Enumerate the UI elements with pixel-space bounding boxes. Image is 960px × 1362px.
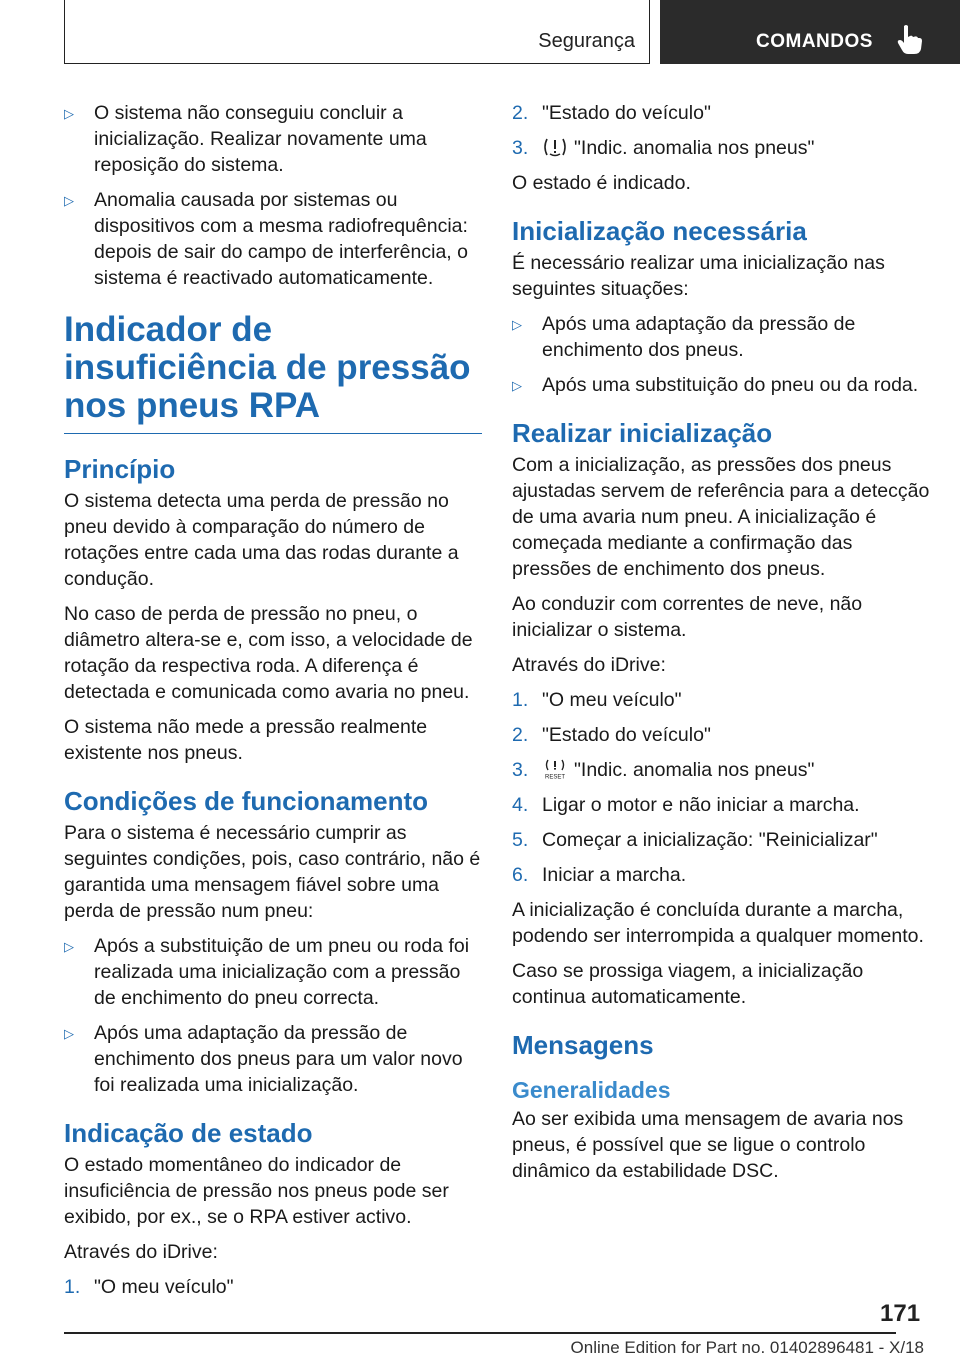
list-item: 6. Iniciar a marcha. (512, 864, 687, 886)
list-item: ▷ Após a substituição de um pneu ou roda foi realizada uma inicialização com a pressão de enchimento do pneu correcta. (64, 935, 470, 1009)
list-item: 2. "Estado do veículo" (512, 724, 711, 746)
step-number: 1. (512, 689, 529, 711)
triangle-bullet-icon: ▷ (64, 1026, 74, 1041)
step-number: 3. (512, 137, 529, 159)
pointing-hand-icon (896, 24, 922, 54)
step-number: 1. (64, 1276, 81, 1298)
list-item: 1. "O meu veículo" (64, 1276, 234, 1298)
chapter-tab[interactable] (660, 0, 960, 64)
paragraph: A inicialização é concluída durante a marcha, podendo ser interrompida a qualquer momento. (512, 899, 924, 947)
step-number: 2. (512, 102, 529, 124)
step-number: 2. (512, 724, 529, 746)
heading-mensagens: Mensagens (512, 1030, 654, 1060)
paragraph: O sistema detecta uma perda de pressão no pneu devido à comparação do número de rotações entre cada uma das rodas durante a condução. (64, 490, 459, 590)
page-number: 171 (880, 1300, 921, 1327)
paragraph: Para o sistema é necessário cumprir as seguintes condições, pois, caso contrário, não é garantida uma mensagem fiável sobre uma perda de pressão num pneu: (64, 822, 481, 922)
svg-text:RESET: RESET (544, 774, 566, 780)
heading-inicializacao: Inicialização necessária (512, 216, 807, 246)
heading-realizar: Realizar inicialização (512, 418, 773, 448)
chapter-title: COMANDOS (756, 31, 873, 52)
paragraph: Caso se prossiga viagem, a inicialização continua automaticamente. (512, 960, 864, 1008)
edition-footer: Online Edition for Part no. 01402896481 - X/18 (570, 1338, 924, 1357)
heading-generalidades: Generalidades (512, 1077, 671, 1103)
triangle-bullet-icon: ▷ (512, 378, 522, 393)
step-number: 6. (512, 864, 529, 886)
step-number: 3. (512, 759, 529, 781)
right-column (512, 100, 932, 1193)
heading-estado: Indicação de estado (64, 1118, 313, 1148)
section-title: Segurança (538, 30, 635, 52)
paragraph: Através do iDrive: (512, 654, 666, 676)
paragraph: Através do iDrive: (64, 1241, 218, 1263)
list-item: 2. "Estado do veículo" (512, 102, 711, 124)
list-item: 3. "Indic. anomalia nos pneus" (512, 137, 815, 159)
list-item: 5. Começar a inicialização: "Reinicializar" (512, 829, 878, 851)
paragraph: No caso de perda de pressão no pneu, o diâmetro altera-se e, com isso, a velocidade de rotação da respectiva roda. A diferença é detectada e comunicada como avaria no pneu. (64, 603, 473, 703)
heading-principio: Princípio (64, 454, 176, 484)
triangle-bullet-icon: ▷ (64, 939, 74, 954)
list-item: ▷ O sistema não conseguiu concluir a inicialização. Realizar novamente uma reposição do sistema. (64, 102, 427, 176)
list-item: 3. RESET "Indic. anomalia nos pneus" (512, 759, 815, 781)
idrive-steps (64, 1274, 482, 1300)
status-bullets (64, 100, 482, 291)
main-heading: Indicador de insuficiência de pressão nos pneus RPA (64, 311, 482, 434)
paragraph: Ao conduzir com correntes de neve, não inicializar o sistema. (512, 593, 863, 641)
paragraph: É necessário realizar uma inicialização nas seguintes situações: (512, 252, 885, 300)
list-item: ▷ Após uma adaptação da pressão de enchimento dos pneus. (512, 313, 856, 361)
paragraph: O estado é indicado. (512, 172, 691, 194)
list-item: ▷ Após uma substituição do pneu ou da roda. (512, 372, 932, 398)
paragraph: O sistema não mede a pressão realmente existente nos pneus. (64, 716, 428, 764)
conditions-list (64, 933, 482, 1098)
list-item: ▷ Após uma adaptação da pressão de enchimento dos pneus para um valor novo foi realizada uma inicialização. (64, 1022, 463, 1096)
step-number: 4. (512, 794, 529, 816)
footer-divider (64, 1332, 896, 1334)
left-column (64, 100, 482, 1309)
step-number: 5. (512, 829, 529, 851)
initialization-cases (512, 311, 932, 398)
heading-condicoes: Condições de funcionamento (64, 786, 429, 816)
paragraph: Com a inicialização, as pressões dos pneus ajustadas servem de referência para a detecção de uma avaria num pneu. A inicialização é começada mediante a confirmação das pressões de enchimento dos pneus. (512, 454, 930, 580)
tire-reset-icon (542, 758, 568, 780)
list-item: ▷ Anomalia causada por sistemas ou dispositivos com a mesma radiofrequência: depois de sair do campo de interferência, o sistema é reactivado automaticamente. (64, 189, 468, 289)
initialization-steps (512, 687, 932, 888)
idrive-steps-continued (512, 100, 932, 161)
header-section-box (64, 0, 650, 64)
tire-warning-icon (542, 136, 568, 158)
triangle-bullet-icon: ▷ (64, 193, 74, 208)
paragraph: O estado momentâneo do indicador de insuficiência de pressão nos pneus pode ser exibido, por ex., se o RPA estiver activo. (64, 1154, 449, 1228)
list-item: 4. Ligar o motor e não iniciar a marcha. (512, 794, 860, 816)
triangle-bullet-icon: ▷ (512, 317, 522, 332)
paragraph: Ao ser exibida uma mensagem de avaria nos pneus, é possível que se ligue o controlo dinâmico da estabilidade DSC. (512, 1108, 904, 1182)
triangle-bullet-icon: ▷ (64, 106, 74, 121)
list-item: 1. "O meu veículo" (512, 689, 682, 711)
